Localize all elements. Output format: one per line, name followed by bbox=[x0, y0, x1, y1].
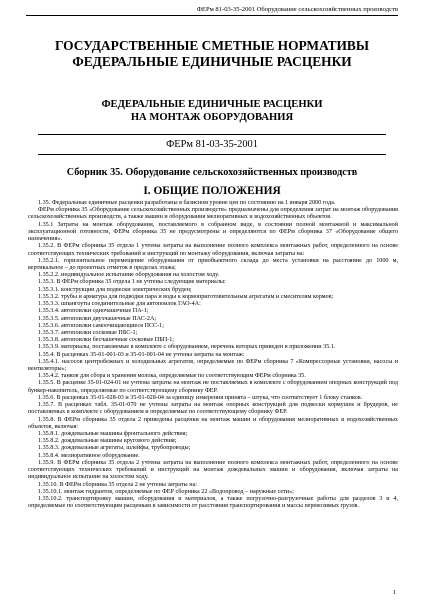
subtitle-line-2: НА МОНТАЖ ОБОРУДОВАНИЯ bbox=[130, 112, 294, 123]
title-line-1: ГОСУДАРСТВЕННЫЕ СМЕТНЫЕ НОРМАТИВЫ bbox=[54, 38, 369, 53]
paragraph: 1.35.3.9. материалы, поставляемые в комплекте с оборудованием, перечень которых приведен в приложении 35.1. bbox=[38, 344, 336, 351]
paragraph: 1.35.3.4. автопоилки одночашечные ПА-1; bbox=[38, 308, 149, 315]
paragraph: 1.35.3.5. автопоилки двухчашечные ПАС-2А; bbox=[38, 315, 157, 322]
paragraph: 1.35.10.2. транспортировку машин, оборудования и материалов, а также погрузочно-разгрузочные работы для разделов 3 и 4, определяемые по соответствующим расценкам в зависимости от расстояния транспортирования и массы перевозимых грузов. bbox=[28, 495, 398, 510]
paragraph: 1.35.8. В ФЕРм сборника 35 отдела 2 приведены расценки на монтаж машин и оборудования мелиоративных и водохозяйственных объектов, включая: bbox=[28, 416, 398, 430]
header-rule bbox=[26, 15, 398, 16]
paragraph: 1.35.2.1. горизонтальное перемещение оборудования от приобъектного склада до места установки на расстояние до 1000 м, вертикальное – до проектных отметок в пределах этажа; bbox=[28, 257, 398, 271]
paragraph: 1.35.10. В ФЕРм сборника 35 отдела 2 не учтены затраты на: bbox=[38, 481, 197, 488]
paragraph: 1.35.3.2. трубы и арматура для подводки пара и воды к кормоприготовительным агрегатам и смесителям кормов; bbox=[38, 293, 334, 300]
paragraph: 1.35.10.1. монтаж гидрантов, определяемые по ФЕР сборника 22 «Водопровод – наружные сети»; bbox=[38, 488, 294, 495]
paragraph: 1.35.7. В расценках табл. 35-01-070 не учтены затраты на монтаж опорных конструкций для подвески кормушек и брудеров, не поставляемых в комплекте с оборудованием и определяемые по соответствующему сборнику ФЕР. bbox=[28, 402, 398, 416]
paragraph: 1.35.3.7. автопоилки сосковые ПБС-1; bbox=[38, 329, 138, 336]
paragraph: 1.35.3.8. автопоилки бесчашечные сосковые ПБП-1; bbox=[38, 337, 175, 344]
running-head: ФЕРм 81-03-35-2001 Оборудование сельскохозяйственных производств bbox=[196, 6, 398, 13]
rule-below-doc-number bbox=[38, 154, 386, 155]
paragraph: 1.35.8.1. дождевальные машины фронтального действия; bbox=[38, 431, 188, 437]
paragraph: 1.35. Федеральные единичные расценки разработаны в базисном уровне цен по состоянию на 1 января 2000 года. bbox=[38, 200, 336, 206]
collection-title: Сборник 35. Оборудование сельскохозяйственных производств bbox=[66, 167, 358, 178]
body-text bbox=[28, 200, 398, 510]
paragraph: 1.35.3.6. автопоилки самоочищающиеся ПСС-1; bbox=[38, 322, 164, 329]
subtitle-line-1: ФЕДЕРАЛЬНЫЕ ЕДИНИЧНЫЕ РАСЦЕНКИ bbox=[101, 99, 323, 110]
paragraph: 1.35.8.3. дождевальные агрегаты, шлейфы, трубопроводы; bbox=[38, 445, 191, 452]
paragraph: 1.35.1 Затраты на монтаж оборудования, поставляемого в собранном виде, в состоянии полной монтажной и максимальной эксплуатационной готовности, ФЕРм сборника 35 не предусмотрены и определяются по ФЕРм сборника 37 «Оборудование общего назначения». bbox=[28, 221, 398, 243]
document-subtitle bbox=[0, 98, 424, 124]
paragraph: 1.35.9. В ФЕРм сборника 35 отдела 2 учтены затраты на выполнение полного комплекса монтажных работ, определенного на основе соответствующих технических требований и инструкций на монтаж дождевальных машин и оборудования, включая затраты на индивидуальное испытание на холостом ходу. bbox=[28, 459, 398, 481]
paragraph: 1.35.6. В расценках 35-01-028-03 и 35-01-028-04 за единицу измерения принята – штука, что соответствует 1 блоку станков. bbox=[38, 394, 363, 401]
paragraph: 1.35.3.3. шпангоуты соединительные для автопоилок ГАО-4А: bbox=[38, 301, 201, 308]
paragraph: 1.35.8.4. мелиоративное оборудование. bbox=[38, 452, 140, 459]
paragraph: 1.35.5. В расценке 35-01-024-01 не учтены затраты на монтаж не поставляемых в комплекте с оборудованием опорных конструкций под бункер-накопитель, определяемые по соответствующему сборнику ФЕР. bbox=[28, 380, 398, 394]
doc-number: ФЕРм 81-03-35-2001 bbox=[166, 139, 258, 150]
paragraph: 1.35.3. В ФЕРм сборника 35 отдела 1 не учтены следующие материалы: bbox=[38, 279, 226, 286]
section-title: I. ОБЩИЕ ПОЛОЖЕНИЯ bbox=[143, 185, 281, 197]
page-number: 1 bbox=[392, 589, 396, 596]
paragraph: 1.35.4. В расценках 35-01-001-03 и 35-01-001-04 не учтены затраты на монтаж: bbox=[38, 351, 245, 358]
paragraph: ФЕРм сборника 35 «Оборудование сельскохозяйственных производств» предназначены для определения затрат на монтаж оборудования сельскохозяйственных производств, а также машин и оборудования мелиоративных и водохозяйственных объектов. bbox=[28, 207, 398, 221]
paragraph: 1.35.8.2. дождевальные машины кругового действия; bbox=[38, 438, 177, 445]
paragraph: 1.35.4.1. насосов центробежных и холодильных агрегатов, определяемые по ФЕРм сборника 7 «Компрессорные установки, насосы и вентиляторы»; bbox=[28, 358, 398, 373]
paragraph: 1.35.2.2. индивидуальное испытание оборудования на холостом ходу. bbox=[38, 272, 220, 279]
paragraph: 1.35.3.1. конструкции для подвески электрических бруден; bbox=[38, 286, 192, 293]
paragraph: 1.35.2. В ФЕРм сборника 35 отдела 1 учтены затраты на выполнение полного комплекса монтажных работ, определенного на основе соответствующих технических требований и инструкций по монтажу оборудования, включая затраты на: bbox=[28, 243, 398, 257]
title-line-2: ФЕДЕРАЛЬНЫЕ ЕДИНИЧНЫЕ РАСЦЕНКИ bbox=[72, 54, 352, 69]
document-title bbox=[0, 38, 424, 70]
paragraph: 1.35.4.2. танков для сбора и хранения молока, определяемые по соответствующим ФЕРм сборника 35. bbox=[38, 373, 306, 380]
rule-above-doc-number bbox=[38, 134, 386, 135]
